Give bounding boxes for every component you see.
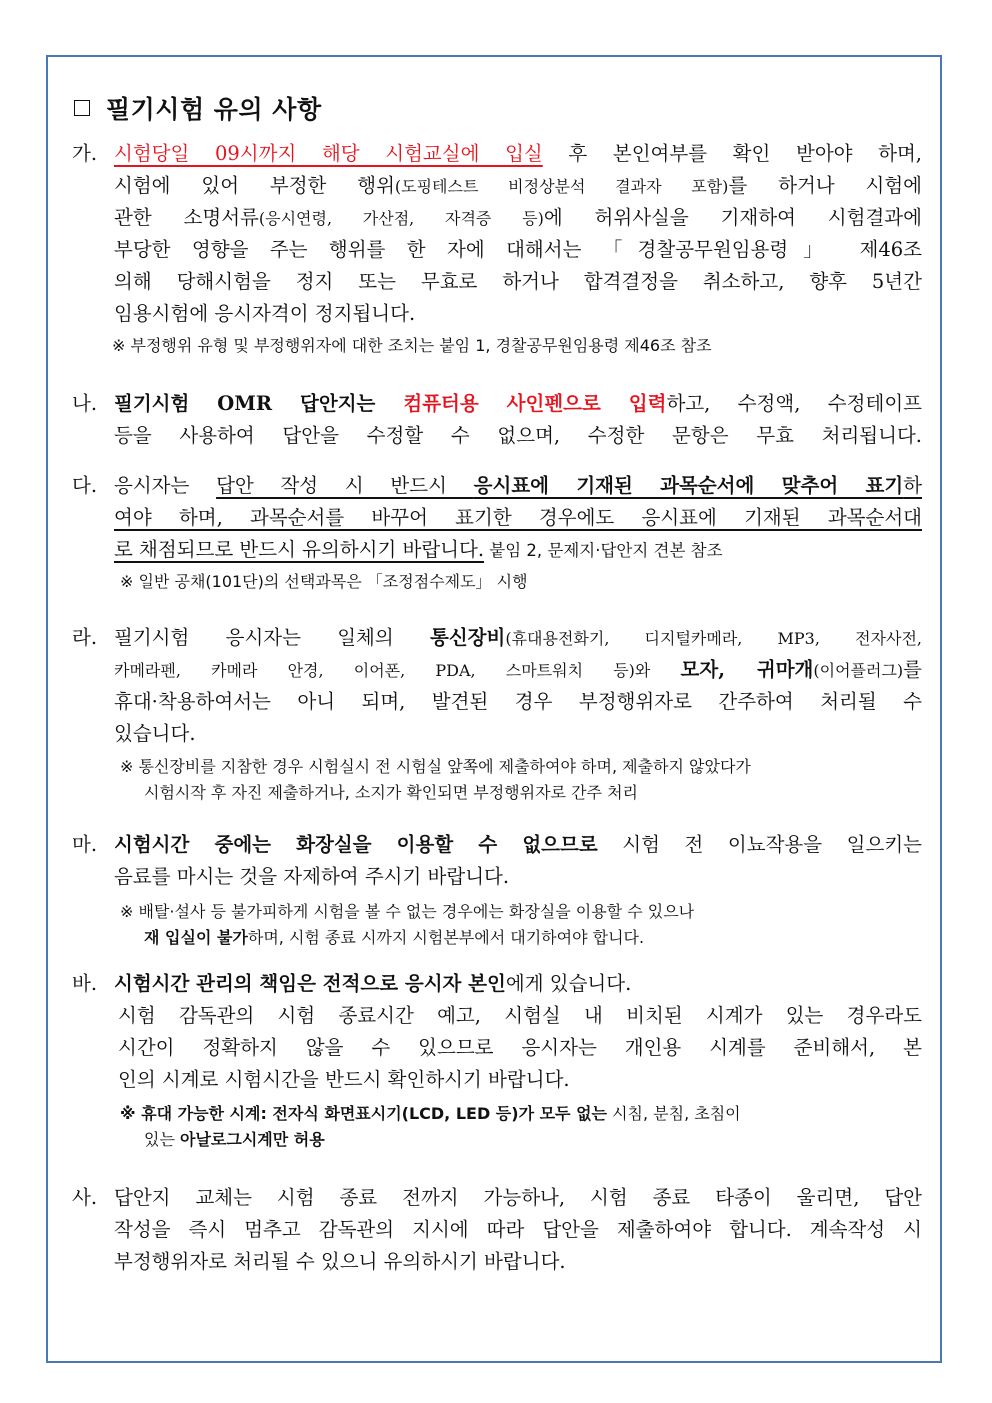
- text: 하: [903, 474, 922, 497]
- text: 재 입실이 불가: [144, 928, 248, 947]
- text: 로 채점되므로 반드시 유의하시기 바랍니다.: [114, 538, 485, 561]
- note: [72, 1101, 922, 1153]
- text: 를 하거나 시험에: [728, 174, 922, 197]
- title-text: 필기시험 유의 사항: [106, 95, 322, 124]
- text: 임용시험에 응시자격이 정지됩니다.: [114, 302, 416, 325]
- text: 응시표에 기재된 과목순서에 맞추어 표기: [473, 474, 904, 497]
- text: 아날로그시계만 허용: [180, 1130, 325, 1149]
- reference-text: 붙임 2, 문제지·답안지 견본 참조: [484, 541, 723, 560]
- emphasis-red: 시험당일 09시까지 해당 시험교실에 입실: [114, 142, 543, 165]
- text: 관한 소명서류: [114, 206, 259, 229]
- text: 부정행위자로 처리될 수 있으니 유의하시기 바랍니다.: [114, 1250, 566, 1273]
- item-sa: [72, 1182, 922, 1278]
- text: 등을 사용하여 답안을 수정할 수 없으며, 수정한 문항은 무효 처리됩니다.: [114, 424, 922, 447]
- item-na: [72, 388, 922, 452]
- item-marker: 사.: [72, 1186, 98, 1209]
- item-marker: 다.: [72, 474, 98, 497]
- item-marker: 라.: [72, 626, 98, 649]
- note: ※ 부정행위 유형 및 부정행위자에 대한 조치는 붙임 1, 경찰공무원임용령 제46조 참조: [112, 336, 712, 355]
- text: 작성을 즉시 멈추고 감독관의 지시에 따라 답안을 제출하여야 합니다. 계속작성 시: [114, 1218, 922, 1241]
- text: 시험 감독관의 시험 종료시간 예고, 시험실 내 비치된 시계가 있는 경우라도: [118, 1004, 922, 1027]
- emphasis-red: 컴퓨터용 사인펜으로 입력: [403, 392, 667, 415]
- text: 하며, 시험 종료 시까지 시험본부에서 대기하여야 합니다.: [247, 928, 645, 947]
- text: 에게 있습니다.: [505, 972, 632, 995]
- text: (응시연령, 가산점, 자격증 등): [258, 209, 544, 228]
- text: 를: [903, 658, 922, 681]
- text: 있습니다.: [114, 722, 196, 745]
- item-ma: [72, 829, 922, 951]
- text: ※ 휴대 가능한 시계: 전자식 화면표시기(LCD, LED 등)가 모두 없는: [120, 1104, 607, 1123]
- text: 하고, 수정액, 수정테이프: [666, 392, 922, 415]
- text: (도핑테스트 비정상분석 결과자 포함): [394, 177, 729, 196]
- item-da: [72, 470, 922, 595]
- text: 휴대·착용하여서는 아니 되며, 발견된 경우 부정행위자로 간주하여 처리될 수: [114, 690, 922, 713]
- text: 부당한 영향을 주는 행위를 한 자에 대해서는 「경찰공무원임용령」 제46조: [114, 238, 922, 261]
- text: (이어플러그): [813, 661, 904, 680]
- text: ※ 통신장비를 지참한 경우 시험실시 전 시험실 앞쪽에 제출하여야 하며, 제출하지 않았다가: [120, 757, 751, 776]
- text: 모자, 귀마개: [680, 658, 814, 681]
- text: 시험에 있어 부정한 행위: [114, 174, 395, 197]
- text: 답안 작성 시 반드시: [216, 474, 474, 497]
- text: 여야 하며, 과목순서를 바꾸어 표기한 경우에도 응시표에 기재된 과목순서대: [114, 506, 922, 529]
- text: 있는: [144, 1130, 180, 1149]
- text: 통신장비: [429, 626, 506, 649]
- item-marker: 나.: [72, 392, 98, 415]
- note: ※ 일반 공채(101단)의 선택과목은 「조정점수제도」 시행: [120, 572, 528, 591]
- item-marker: 마.: [72, 833, 98, 856]
- text: 응시자는: [114, 474, 217, 497]
- text: 필기시험 OMR 답안지는: [114, 392, 404, 415]
- text: 답안지 교체는 시험 종료 전까지 가능하나, 시험 종료 타종이 울리면, 답안: [114, 1186, 922, 1209]
- text: 의해 당해시험을 정지 또는 무효로 하거나 합격결정을 취소하고, 향후 5년간: [114, 270, 922, 293]
- text: 시험시간 중에는 화장실을 이용할 수 없으므로: [114, 833, 598, 856]
- text: 시간이 정확하지 않을 수 있으므로 응시자는 개인용 시계를 준비해서, 본: [118, 1036, 922, 1059]
- item-marker: 바.: [72, 972, 98, 995]
- text: 인의 시계로 시험시간을 반드시 확인하시기 바랍니다.: [118, 1068, 570, 1091]
- text: 시험 전 이뇨작용을 일으키는: [597, 833, 922, 856]
- note: [72, 899, 922, 951]
- text: (휴대용전화기, 디지털카메라, MP3, 전자사전,: [505, 629, 922, 648]
- checkbox-square-icon: [74, 100, 90, 116]
- text: 필기시험 응시자는 일체의: [114, 626, 430, 649]
- note: [72, 754, 922, 806]
- text: 카메라펜, 카메라 안경, 이어폰, PDA, 스마트워치 등)와: [114, 661, 681, 680]
- text: 후 본인여부를 확인 받아야 하며,: [542, 142, 923, 165]
- page-title: [74, 90, 322, 126]
- text: 시침, 분침, 초침이: [607, 1104, 741, 1123]
- text: 시험시작 후 자진 제출하거나, 소지가 확인되면 부정행위자로 간주 처리: [144, 783, 638, 802]
- text: 음료를 마시는 것을 자제하여 주시기 바랍니다.: [114, 865, 510, 888]
- item-marker: 가.: [72, 142, 98, 165]
- text: 에 허위사실을 기재하여 시험결과에: [543, 206, 922, 229]
- text: 시험시간 관리의 책임은 전적으로 응시자 본인: [114, 972, 506, 995]
- item-ra: [72, 622, 922, 806]
- item-ga: [72, 138, 922, 359]
- item-ba: [72, 968, 922, 1153]
- text: ※ 배탈·설사 등 불가피하게 시험을 볼 수 없는 경우에는 화장실을 이용할 수 있으나: [120, 902, 695, 921]
